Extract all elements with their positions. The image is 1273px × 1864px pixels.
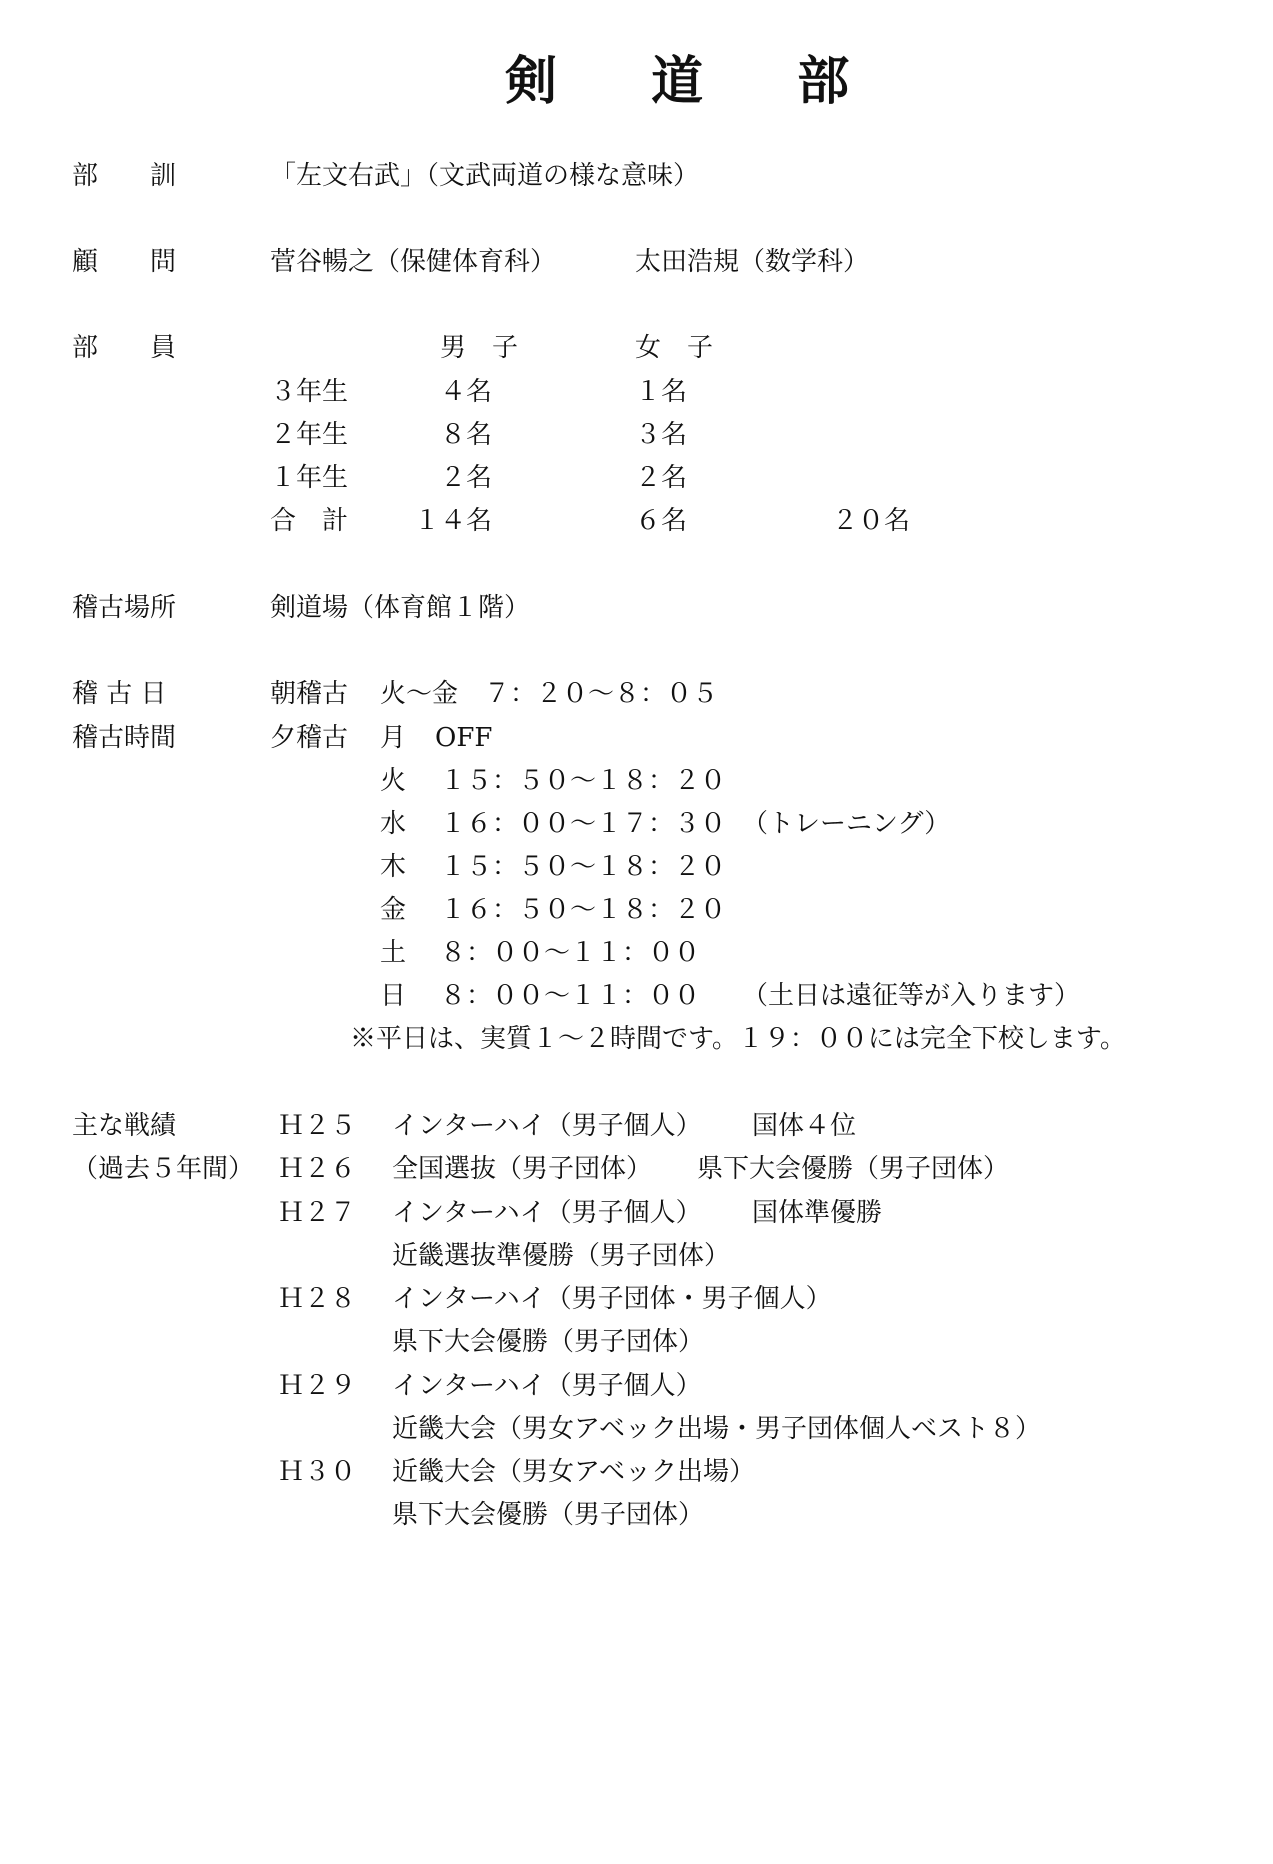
members-grade: ３年生 bbox=[270, 377, 349, 407]
evening-time: １６：５０～１８：２０ bbox=[440, 895, 727, 925]
results-label: 主な戦績 bbox=[72, 1111, 177, 1141]
result-text: 県下大会優勝（男子団体） bbox=[392, 1327, 705, 1357]
result-text: 近畿選抜準優勝（男子団体） bbox=[392, 1241, 731, 1271]
result-text: インターハイ（男子個人） bbox=[392, 1111, 702, 1141]
result-year: Ｈ２６ bbox=[278, 1154, 357, 1184]
motto-label: 部 訓 bbox=[72, 161, 177, 191]
members-total-female: ６名 bbox=[635, 506, 688, 536]
evening-time: １６：００～１７：３０ bbox=[440, 809, 727, 839]
result-text: インターハイ（男子団体・男子個人） bbox=[392, 1284, 832, 1314]
morning-practice-value: 火～金 ７：２０～８：０５ bbox=[380, 679, 719, 709]
result-text-secondary: 県下大会優勝（男子団体） bbox=[697, 1154, 1010, 1184]
evening-time: OFF bbox=[435, 723, 493, 753]
evening-day: 日 bbox=[380, 981, 407, 1011]
schedule-time-label: 稽古時間 bbox=[72, 723, 177, 753]
members-grand-total: ２０名 bbox=[832, 506, 911, 536]
evening-day: 金 bbox=[380, 895, 407, 925]
advisors-label: 顧 問 bbox=[72, 247, 177, 277]
schedule-days-label: 稽 古 日 bbox=[72, 679, 167, 709]
place-label: 稽古場所 bbox=[72, 593, 177, 623]
members-total-label: 合 計 bbox=[270, 506, 349, 536]
evening-day: 土 bbox=[380, 938, 407, 968]
members-female-count: １名 bbox=[635, 377, 688, 407]
result-text-secondary: 国体準優勝 bbox=[752, 1198, 883, 1228]
evening-day: 水 bbox=[380, 809, 407, 839]
result-text: 県下大会優勝（男子団体） bbox=[392, 1500, 705, 1530]
result-text: 近畿大会（男女アベック出場・男子団体個人ベスト８） bbox=[392, 1414, 1041, 1444]
members-grade: １年生 bbox=[270, 463, 349, 493]
members-header-male: 男 子 bbox=[440, 333, 519, 363]
result-text: 全国選抜（男子団体） bbox=[392, 1154, 653, 1184]
evening-note: （土日は遠征等が入ります） bbox=[742, 981, 1081, 1011]
members-total-male: １４名 bbox=[414, 506, 493, 536]
result-year: Ｈ３０ bbox=[278, 1457, 357, 1487]
evening-time: １５：５０～１８：２０ bbox=[440, 852, 727, 882]
members-female-count: ３名 bbox=[635, 420, 688, 450]
members-label: 部 員 bbox=[72, 333, 177, 363]
advisor-2: 太田浩規（数学科） bbox=[635, 247, 870, 277]
result-year: Ｈ２９ bbox=[278, 1371, 357, 1401]
members-male-count: ４名 bbox=[440, 377, 493, 407]
evening-note: （トレーニング） bbox=[742, 809, 951, 839]
result-text: 近畿大会（男女アベック出場） bbox=[392, 1457, 755, 1487]
evening-time: ８：００～１１：００ bbox=[440, 981, 701, 1011]
members-female-count: ２名 bbox=[635, 463, 688, 493]
place-value: 剣道場（体育館１階） bbox=[270, 593, 531, 623]
members-grade: ２年生 bbox=[270, 420, 349, 450]
advisor-1: 菅谷暢之（保健体育科） bbox=[270, 247, 557, 277]
morning-practice-label: 朝稽古 bbox=[270, 679, 349, 709]
evening-time: ８：００～１１：００ bbox=[440, 938, 701, 968]
results-sublabel: （過去５年間） bbox=[72, 1154, 255, 1184]
result-year: Ｈ２５ bbox=[278, 1111, 357, 1141]
result-year: Ｈ２８ bbox=[278, 1284, 357, 1314]
members-male-count: ２名 bbox=[440, 463, 493, 493]
result-text-secondary: 国体４位 bbox=[752, 1111, 857, 1141]
result-year: Ｈ２７ bbox=[278, 1198, 357, 1228]
members-header-female: 女 子 bbox=[635, 333, 714, 363]
result-text: インターハイ（男子個人） bbox=[392, 1198, 702, 1228]
evening-time: １５：５０～１８：２０ bbox=[440, 766, 727, 796]
result-text: インターハイ（男子個人） bbox=[392, 1371, 702, 1401]
motto-value: 「左文右武」（文武両道の様な意味） bbox=[270, 161, 700, 191]
evening-practice-label: 夕稽古 bbox=[270, 723, 349, 753]
evening-day: 月 bbox=[380, 723, 407, 753]
page-title: 剣 道 部 bbox=[505, 51, 888, 112]
evening-day: 火 bbox=[380, 766, 407, 796]
schedule-footnote: ※平日は、実質１～２時間です。１９：００には完全下校します。 bbox=[350, 1024, 1126, 1054]
evening-day: 木 bbox=[380, 852, 407, 882]
members-male-count: ８名 bbox=[440, 420, 493, 450]
